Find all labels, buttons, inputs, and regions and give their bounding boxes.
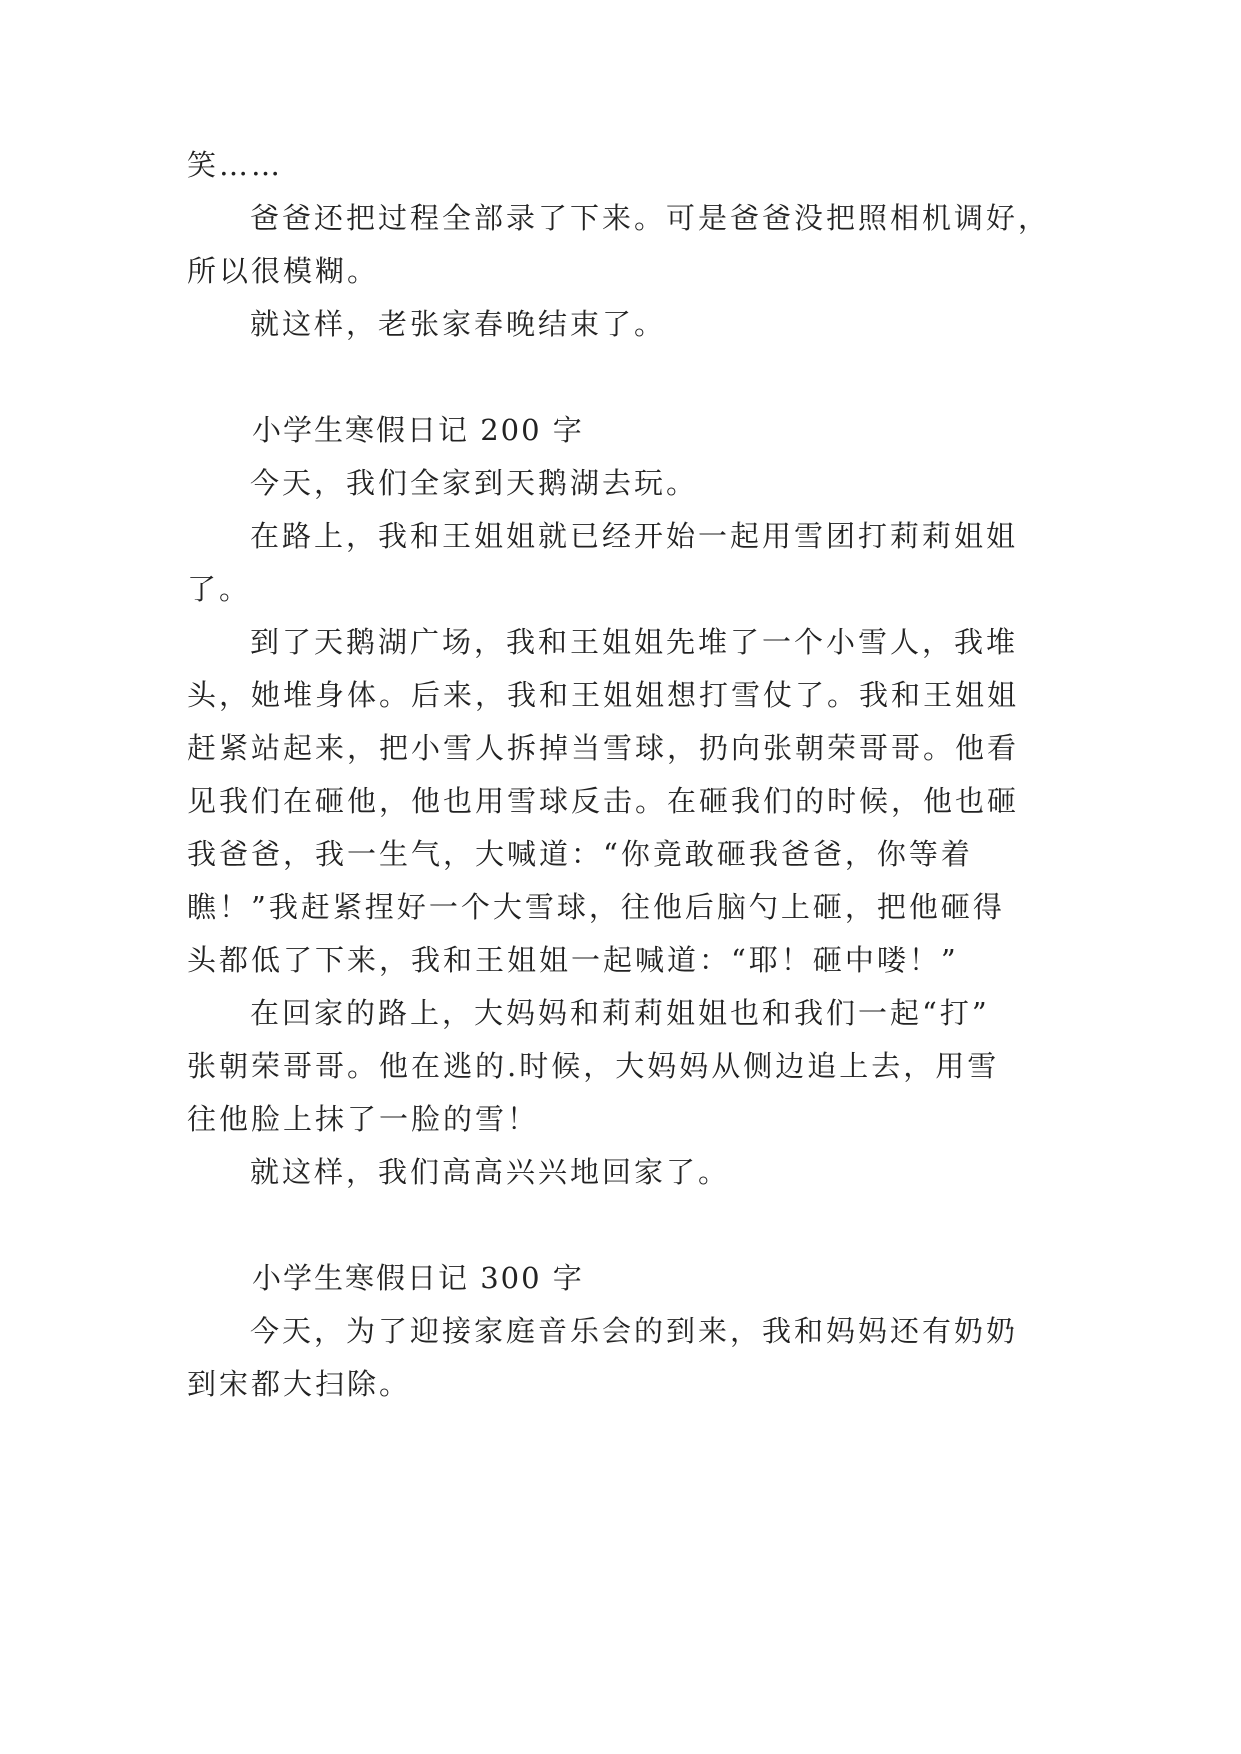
paragraph-line: 就这样，我们高高兴兴地回家了。: [250, 1155, 731, 1189]
paragraph-line: 爸爸还把过程全部录了下来。可是爸爸没把照相机调好，: [250, 201, 1051, 235]
text-line: 到宋都大扫除。: [187, 1367, 412, 1401]
text-line: 瞧！”我赶紧捏好一个大雪球，往他后脑勺上砸，把他砸得: [187, 890, 1005, 924]
paragraph-line: 在路上，我和王姐姐就已经开始一起用雪团打莉莉姐姐: [250, 519, 1019, 553]
text-line: 所以很模糊。: [187, 254, 380, 288]
section-title: 小学生寒假日记 200 字: [252, 413, 584, 447]
paragraph-line: 今天，为了迎接家庭音乐会的到来，我和妈妈还有奶奶: [250, 1314, 1019, 1348]
text-line: 我爸爸，我一生气，大喊道：“你竟敢砸我爸爸，你等着: [187, 837, 973, 871]
text-line: 头都低了下来，我和王姐姐一起喊道：“耶！砸中喽！”: [187, 943, 959, 977]
text-line: 赶紧站起来，把小雪人拆掉当雪球，扔向张朝荣哥哥。他看: [187, 731, 1020, 765]
text-line: 笑……: [187, 148, 284, 182]
paragraph-line: 到了天鹅湖广场，我和王姐姐先堆了一个小雪人，我堆: [250, 625, 1019, 659]
text-line: 张朝荣哥哥。他在逃的.时候，大妈妈从侧边追上去，用雪: [187, 1049, 1000, 1083]
text-line: 见我们在砸他，他也用雪球反击。在砸我们的时候，他也砸: [187, 784, 1020, 818]
section-title: 小学生寒假日记 300 字: [252, 1261, 584, 1295]
paragraph-line: 就这样，老张家春晚结束了。: [250, 307, 667, 341]
paragraph-line: 今天，我们全家到天鹅湖去玩。: [250, 466, 699, 500]
text-line: 往他脸上抹了一脸的雪！: [187, 1102, 540, 1136]
text-line: 头，她堆身体。后来，我和王姐姐想打雪仗了。我和王姐姐: [187, 678, 1020, 712]
paragraph-line: 在回家的路上，大妈妈和莉莉姐姐也和我们一起“打”: [250, 996, 990, 1030]
text-line: 了。: [187, 572, 252, 606]
